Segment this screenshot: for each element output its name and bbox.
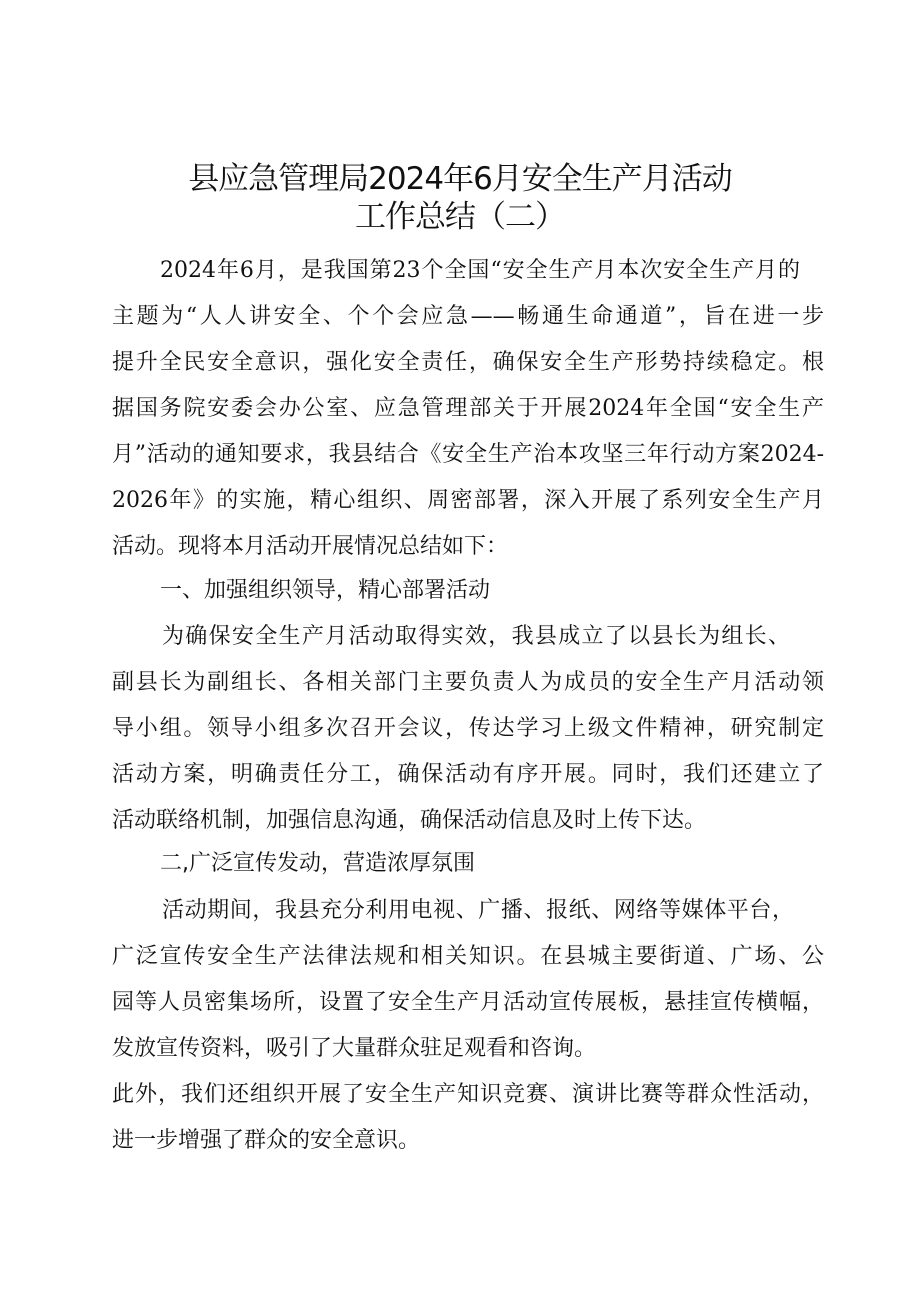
intro-line: 2024年6月，是我国第23个全国“安全生产月本次安全生产月的 (160, 258, 800, 283)
section-1-line: 为确保安全生产月活动取得实效，我县成立了以县长为组长、 (162, 624, 790, 649)
section-2-line: 此外，我们还组织开展了安全生产知识竞赛、演讲比赛等群众性活动， (112, 1082, 824, 1107)
document-title-line-1: 县应急管理局2024年6月安全生产月活动 (188, 161, 732, 197)
section-2-line: 进一步增强了群众的安全意识。 (112, 1128, 421, 1153)
intro-line: 月”活动的通知要求，我县结合《安全生产治本攻坚三年行动方案2024- (112, 442, 824, 467)
section-2-line: 园等人员密集场所，设置了安全生产月活动宣传展板，悬挂宣传横幅， (112, 990, 824, 1015)
section-1-line: 活动方案，明确责任分工，确保活动有序开展。同时，我们还建立了 (112, 762, 824, 787)
section-1-line: 导小组。领导小组多次召开会议，传达学习上级文件精神，研究制定 (112, 716, 824, 741)
intro-line: 活动。现将本月活动开展情况总结如下： (112, 534, 509, 559)
section-2-line: 发放宣传资料，吸引了大量群众驻足观看和咨询。 (112, 1036, 597, 1061)
intro-line: 提升全民安全意识，强化安全责任，确保安全生产形势持续稳定。根 (112, 350, 824, 375)
section-1-heading: 一、加强组织领导，精心部署活动 (160, 578, 491, 603)
section-1-line: 副县长为副组长、各相关部门主要负责人为成员的安全生产月活动领 (112, 670, 824, 695)
intro-line: 据国务院安委会办公室、应急管理部关于开展2024年全国“安全生产 (112, 396, 824, 421)
intro-line: 主题为“人人讲安全、个个会应急——畅通生命通道”，旨在进一步 (112, 304, 824, 329)
document-title-line-2: 工作总结（二） (355, 199, 565, 235)
intro-line: 2026年》的实施，精心组织、周密部署，深入开展了系列安全生产月 (112, 488, 824, 513)
section-2-line: 广泛宣传安全生产法律法规和相关知识。在县城主要街道、广场、公 (112, 944, 824, 969)
section-1-line: 活动联络机制，加强信息沟通，确保活动信息及时上传下达。 (112, 808, 707, 833)
section-2-line: 活动期间，我县充分利用电视、广播、报纸、网络等媒体平台， (162, 898, 794, 923)
section-2-heading: 二,广泛宣传发动，营造浓厚氛围 (160, 851, 475, 876)
